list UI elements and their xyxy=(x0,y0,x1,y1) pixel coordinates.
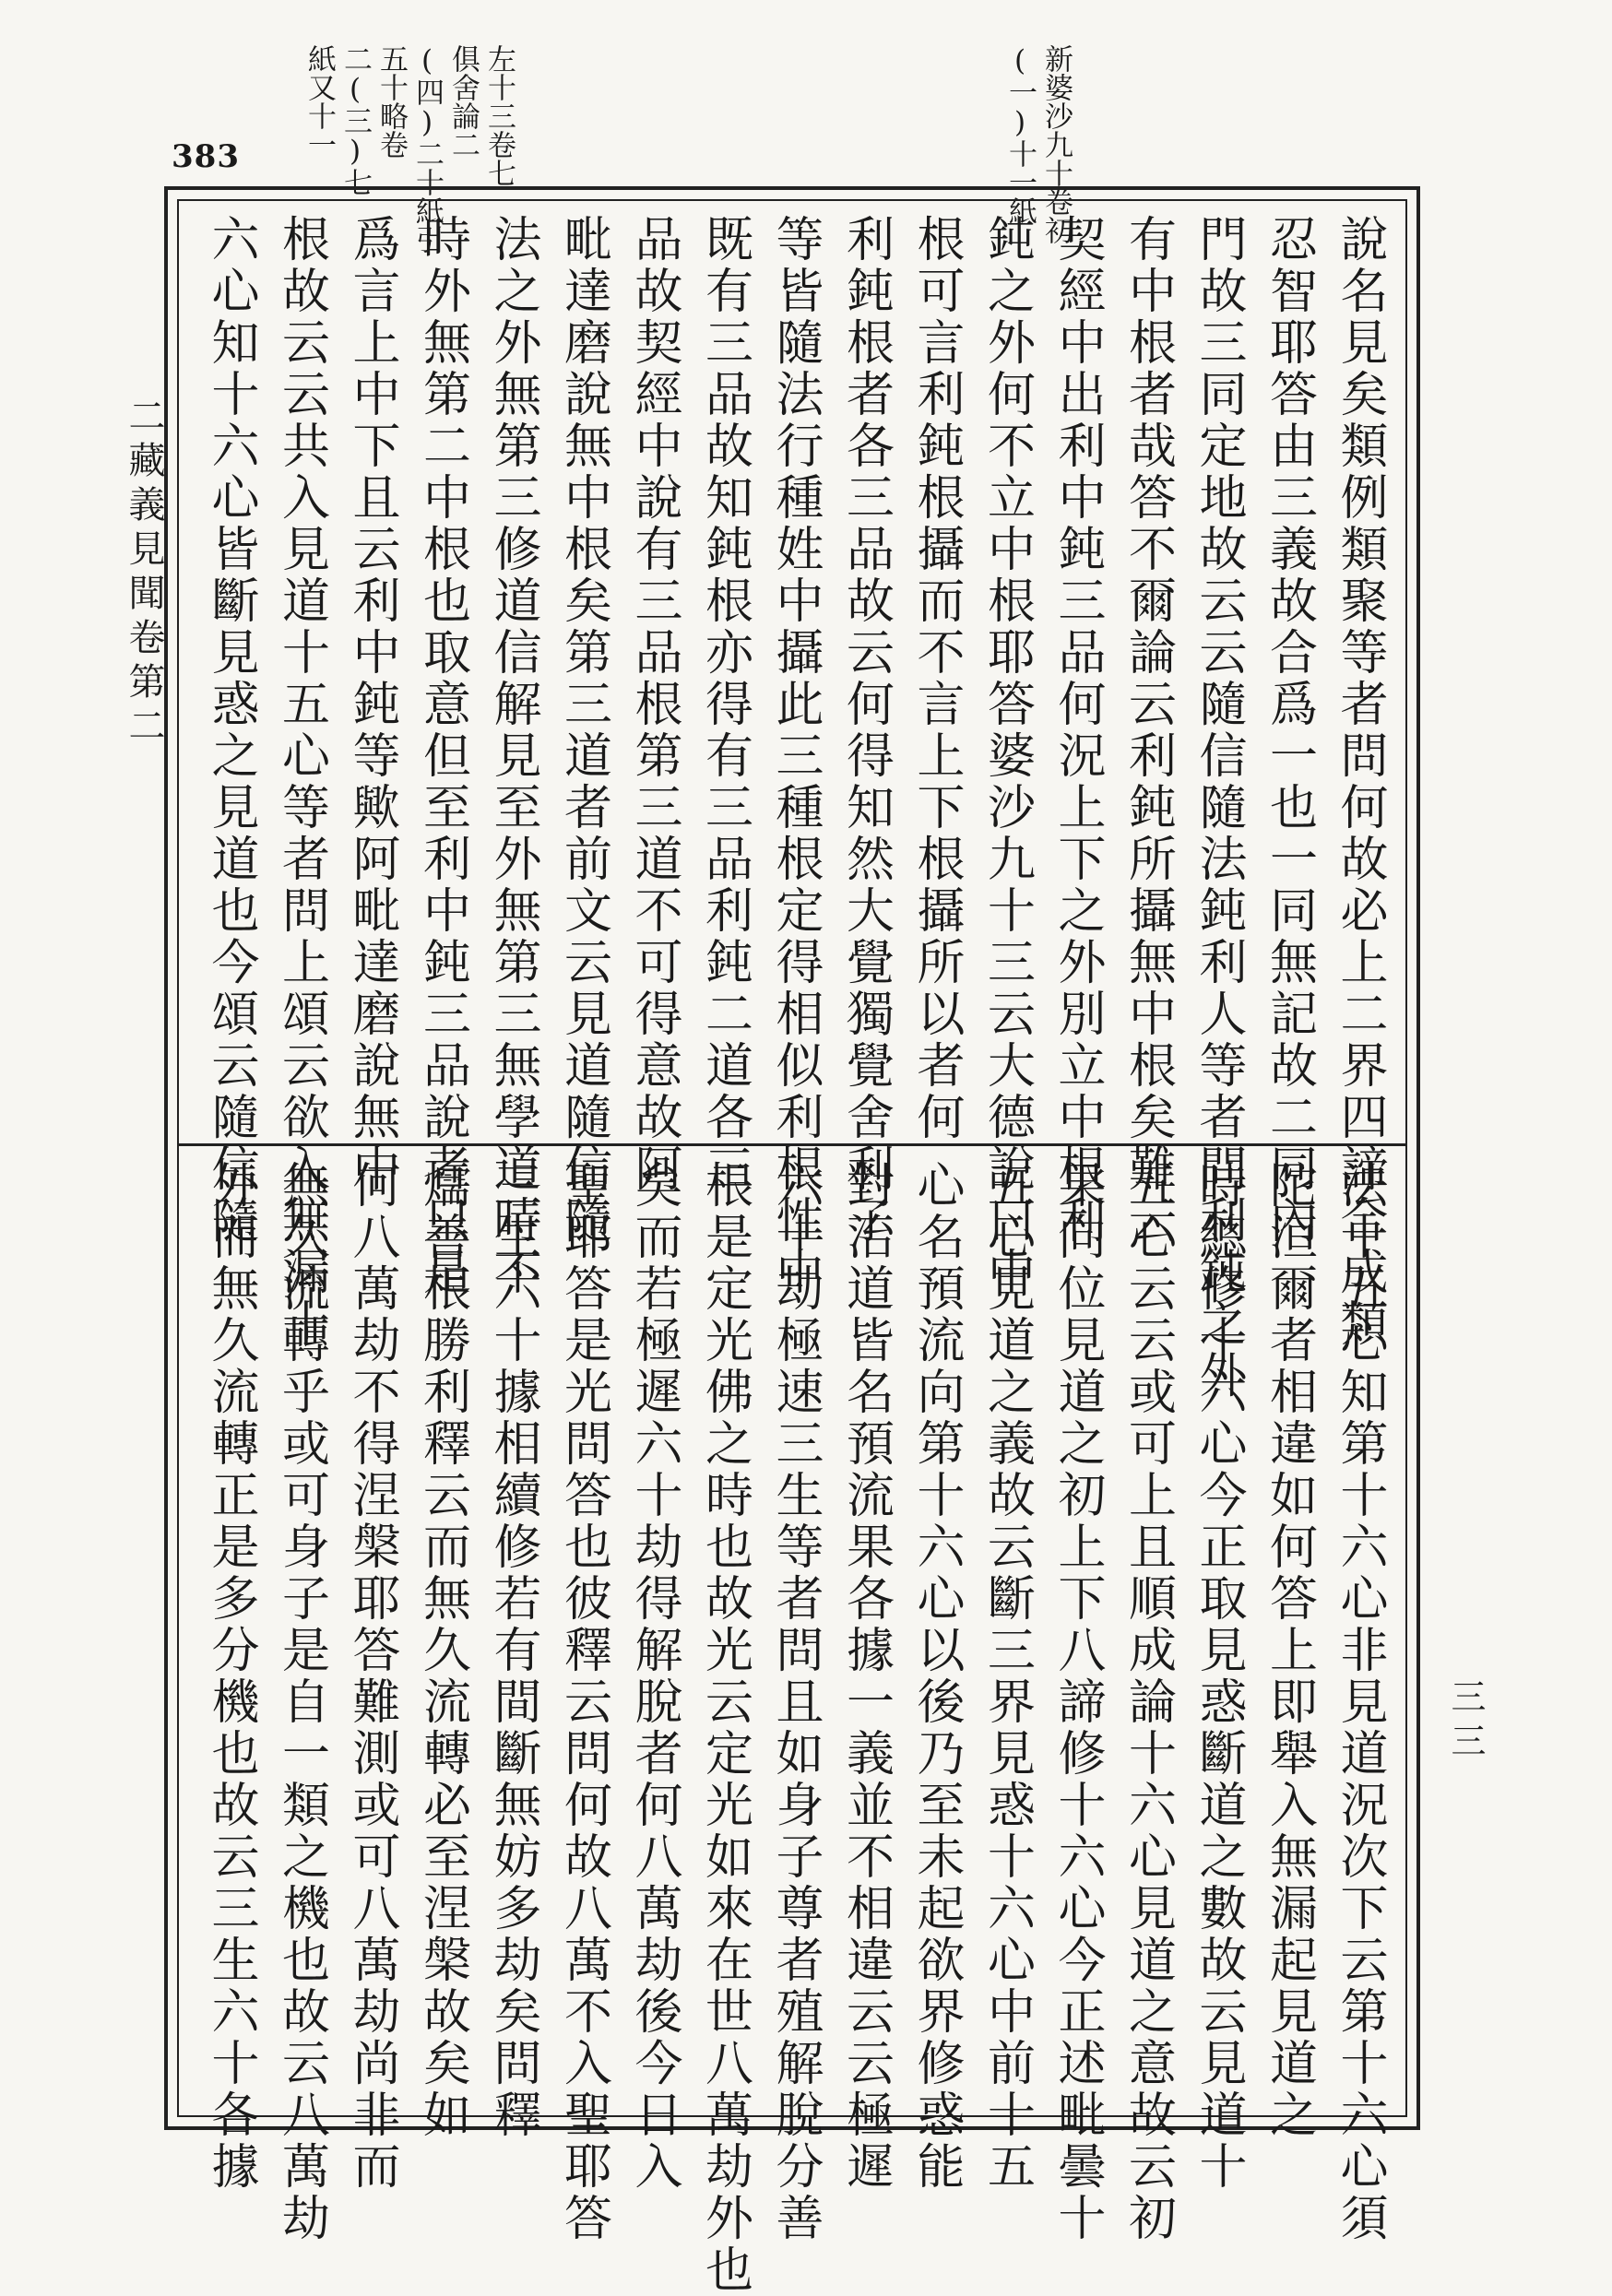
text-column: 說名見矣類例類聚等者問何故必上二界四諦合成類 xyxy=(1332,214,1387,1350)
text-column: 品故契經中說有三品根第三道不可得意故阿 xyxy=(626,214,682,1195)
text-column: 時外無第二中根也取意但至利中鈍三品說者只是 xyxy=(414,214,470,1298)
top-note: 俱舍論二 xyxy=(446,44,480,159)
text-column: 毗達磨說無中根矣第三道者前文云見道隨信隨 xyxy=(555,214,611,1247)
top-note: 五十略卷 xyxy=(374,44,408,159)
side-title: 二藏義見聞卷第二 xyxy=(123,396,165,751)
top-note: 紙又十一 xyxy=(302,44,336,159)
text-column: 法之外無第三修道信解見至外無第三無學道時不 xyxy=(485,214,540,1298)
text-column: 爲言上中下且云利中鈍等歟阿毗達磨說無中 xyxy=(344,214,399,1195)
text-column: 鈍之外何不立中根耶答婆沙九十三云大德說曰中 xyxy=(978,214,1035,1298)
text-column: 五心見道之義故云斷三界見惑十六心中前十五 xyxy=(978,1160,1035,2193)
text-column: 六心知十六心皆斷見惑之見道也今頌云隨信隨 xyxy=(203,214,258,1247)
text-column: 根可言利鈍根攝而不言上下根攝所以者何 xyxy=(908,214,964,1143)
text-column: 契經中出利中鈍三品何況上下之外別立中根利 xyxy=(1049,214,1105,1247)
text-column: 矣而若極遲六十劫得解脫者何八萬劫後今日入 xyxy=(626,1160,682,2193)
top-notes-right xyxy=(1003,44,1073,244)
text-column: 心名預流向第十六心以後乃至未起欲界修惑能 xyxy=(908,1160,964,2193)
text-column: 三生六十據相續修若有間斷無妨多劫矣問釋 xyxy=(485,1160,540,2141)
folio-number: 三三 xyxy=(1445,1678,1486,1767)
top-note: (一)十一紙 xyxy=(1003,44,1037,225)
top-note: (四)二十紙引 xyxy=(410,44,444,254)
text-column: 門故三同定地故云云隨信隨法鈍利人等者問利鈍之外 xyxy=(1191,214,1246,1402)
text-column: 時總修十六心今正取見惑斷道之數故云見道十 xyxy=(1191,1160,1246,2193)
text-column: 法十五心知第十六心非見道況次下云第十六心須 xyxy=(1332,1160,1387,2244)
text-column: 六十劫極速三生等者問且如身子尊者殖解脫分善 xyxy=(767,1160,823,2244)
text-column: 根是定光佛之時也故光云定光如來在世八萬劫外也 xyxy=(696,1160,753,2296)
text-column: 聖耶答是光問答也彼釋云問何故八萬不入聖耶答 xyxy=(555,1160,611,2244)
text-column: 根故云云共入見道十五心等者問上頌云欲入無漏十 xyxy=(273,214,329,1350)
text-column: 利鈍根者各三品故云何得知然大覺獨覺舍利子 xyxy=(837,214,894,1247)
text-column: 五心云云或可上且順成論十六心見道之意故云初 xyxy=(1120,1160,1176,2244)
text-column: 外而無久流轉正是多分機也故云三生六十各據 xyxy=(203,1160,258,2193)
text-column: 對治道皆名預流果各據一義並不相違云云極遲 xyxy=(837,1160,894,2193)
inner-frame xyxy=(177,199,1407,2296)
page-number: 383 xyxy=(172,138,240,175)
top-notes-left xyxy=(302,44,516,254)
text-column: 何八萬劫不得涅槃耶答難測或可八萬劫尚非而 xyxy=(344,1160,399,2193)
text-column: 等皆隨法行種姓中攝此三種根定得相似利根性中 xyxy=(767,214,823,1298)
lower-text-panel xyxy=(201,1160,1387,2296)
panel-divider xyxy=(179,1143,1405,1146)
upper-text-panel xyxy=(201,214,1387,1402)
text-column: 陀洹爾者相違如何答上即舉入無漏起見道之 xyxy=(1261,1160,1317,2141)
text-column: 有中根者哉答不爾論云利鈍所攝無中根矣難云 xyxy=(1120,214,1176,1247)
text-column: 燸善根勝利釋云而無久流轉必至涅槃故矣如 xyxy=(414,1160,470,2141)
text-column: 既有三品故知鈍根亦得有三品利鈍二道各三 xyxy=(696,214,753,1195)
top-note: 二(三)七 xyxy=(338,44,372,196)
top-note: 新婆沙九十卷初 xyxy=(1039,44,1073,244)
text-column: 果向位見道之初上下八諦修十六心今正述毗曇十 xyxy=(1049,1160,1105,2244)
text-frame xyxy=(164,186,1420,2296)
text-column: 忍智耶答由三義故合爲一也一同無記故二同內 xyxy=(1261,214,1317,1247)
top-note: 左十三卷七 xyxy=(482,44,516,187)
text-column: 無久流轉乎或可身子是自一類之機也故云八萬劫 xyxy=(273,1160,329,2244)
